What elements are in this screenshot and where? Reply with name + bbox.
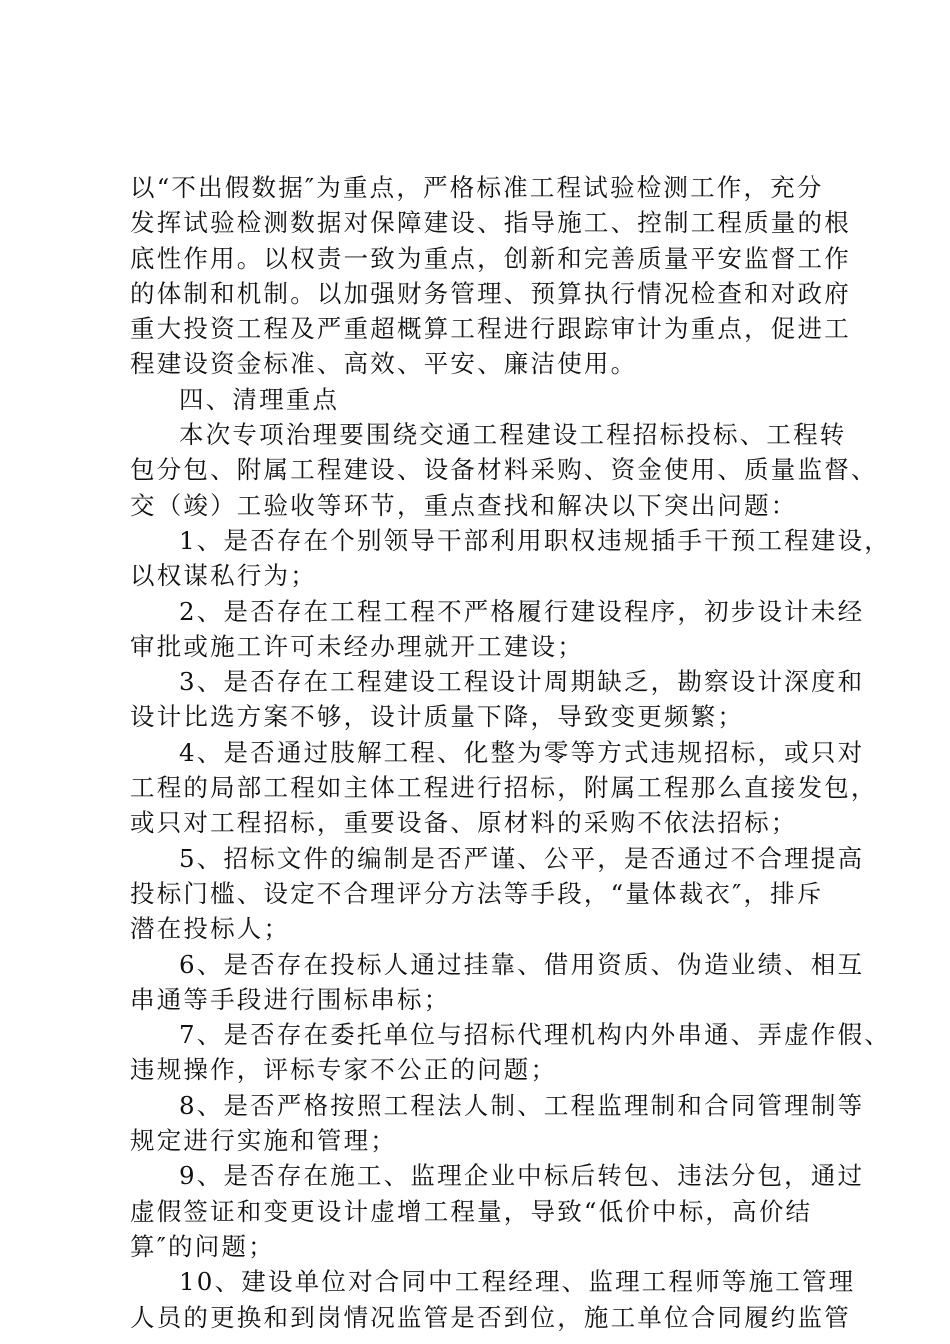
list-item: 3、是否存在工程建设工程设计周期缺乏，勘察设计深度和 bbox=[179, 667, 865, 697]
text-line: 投标门槛、设定不合理评分方法等手段，“量体裁衣″，排斥 bbox=[130, 878, 824, 908]
text-line: 本次专项治理要围绕交通工程建设工程招标投标、工程转 bbox=[179, 420, 847, 450]
text-line: 虚假签证和变更设计虚增工程量，导致“低价中标，高价结 bbox=[130, 1196, 813, 1226]
list-item: 9、是否存在施工、监理企业中标后转包、违法分包，通过 bbox=[179, 1161, 865, 1191]
text-line: 潜在投标人； bbox=[130, 914, 291, 944]
text-line: 规定进行实施和管理； bbox=[130, 1126, 397, 1156]
text-line: 的体制和机制。以加强财务管理、预算执行情况检查和对政府 bbox=[130, 278, 851, 308]
text-line: 或只对工程招标，重要设备、原材料的采购不依法招标； bbox=[130, 808, 798, 838]
list-item: 4、是否通过肢解工程、化整为零等方式违规招标，或只对 bbox=[179, 737, 865, 767]
list-item: 8、是否严格按照工程法人制、工程监理制和合同管理制等 bbox=[179, 1090, 865, 1120]
text-line: 底性作用。以权责一致为重点，创新和完善质量平安监督工作 bbox=[130, 243, 851, 273]
text-line: 发挥试验检测数据对保障建设、指导施工、控制工程质量的根 bbox=[130, 208, 851, 238]
text-line: 串通等手段进行围标串标； bbox=[130, 984, 451, 1014]
text-line: 包分包、附属工程建设、设备材料采购、资金使用、质量监督、 bbox=[130, 455, 878, 485]
list-item: 5、招标文件的编制是否严谨、公平，是否通过不合理提高 bbox=[179, 843, 865, 873]
text-line: 违规操作，评标专家不公正的问题； bbox=[130, 1055, 558, 1085]
text-line: 设计比选方案不够，设计质量下降，导致变更频繁； bbox=[130, 702, 745, 732]
text-line: 工程的局部工程如主体工程进行招标，附属工程那么直接发包， bbox=[130, 773, 878, 803]
list-item: 1、是否存在个别领导干部利用职权违规插手干预工程建设， bbox=[179, 525, 891, 555]
text-line: 算″的问题； bbox=[130, 1231, 275, 1261]
text-line: 程建设资金标准、高效、平安、廉洁使用。 bbox=[130, 349, 638, 379]
list-item: 10、建设单位对合同中工程经理、监理工程师等施工管理 bbox=[179, 1267, 856, 1297]
list-item: 6、是否存在投标人通过挂靠、借用资质、伪造业绩、相互 bbox=[179, 949, 865, 979]
text-line: 交（竣）工验收等环节，重点查找和解决以下突出问题： bbox=[130, 490, 798, 520]
section-heading: 四、清理重点 bbox=[179, 384, 340, 414]
text-line: 以“不出假数据″为重点，严格标准工程试验检测工作，充分 bbox=[130, 173, 824, 202]
text-line: 人员的更换和到岗情况监管是否到位，施工单位合同履约监管 bbox=[130, 1302, 851, 1332]
list-item: 7、是否存在委托单位与招标代理机构内外串通、弄虚作假、 bbox=[179, 1020, 891, 1050]
list-item: 2、是否存在工程工程不严格履行建设程序，初步设计未经 bbox=[179, 596, 865, 626]
document-body bbox=[130, 170, 891, 1335]
text-line: 重大投资工程及严重超概算工程进行跟踪审计为重点，促进工 bbox=[130, 314, 851, 344]
text-line: 审批或施工许可未经办理就开工建设； bbox=[130, 631, 584, 661]
text-line: 以权谋私行为； bbox=[130, 561, 317, 591]
